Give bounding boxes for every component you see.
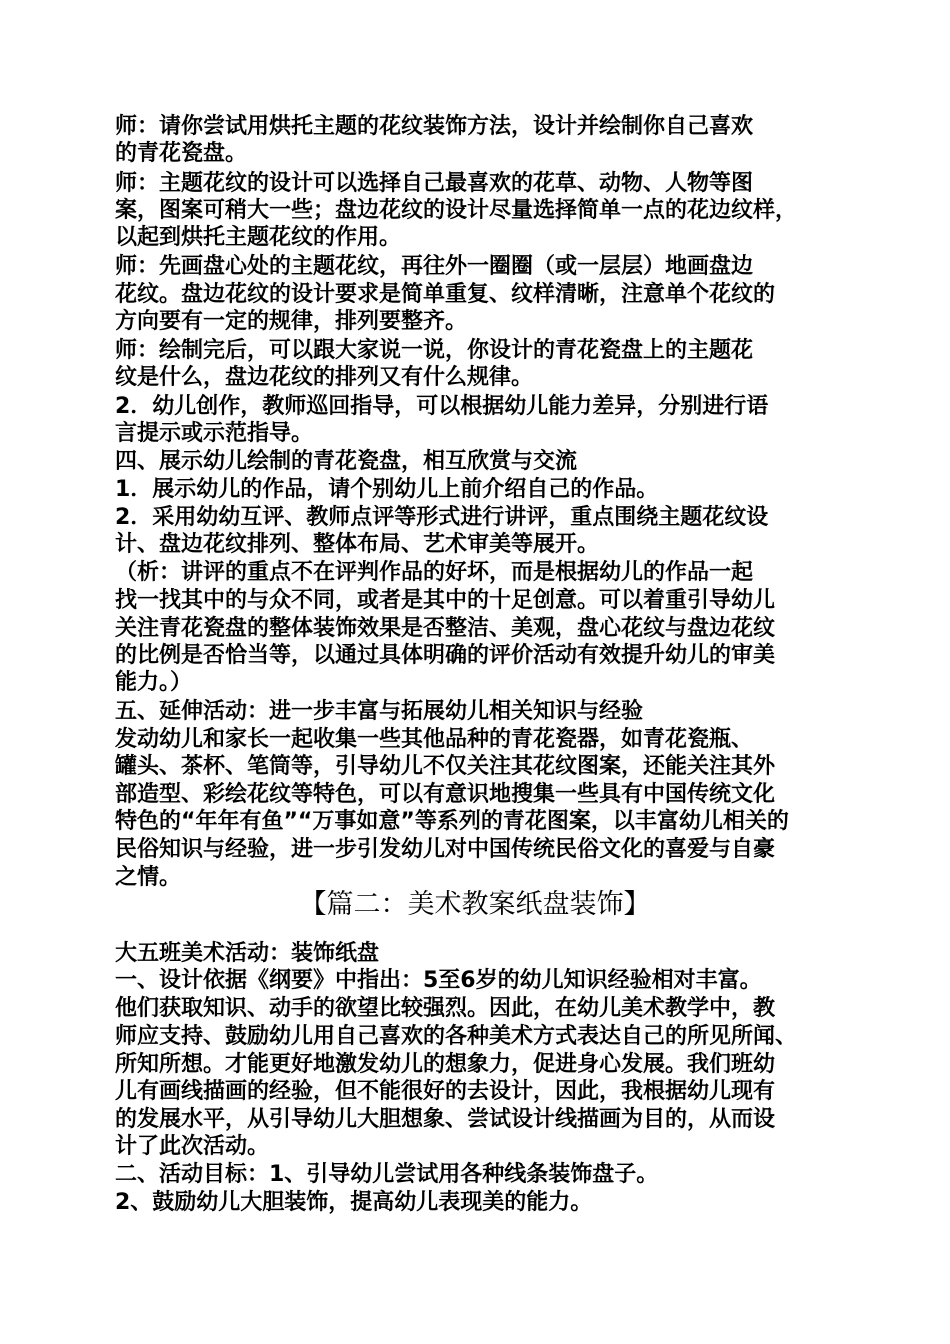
text-line: 之情。 (115, 865, 182, 890)
text-line: 计了此次活动。 (115, 1134, 270, 1159)
text-line: 发动幼儿和家长一起收集一些其他品种的青花瓷器，如青花瓷瓶、 (115, 727, 754, 752)
text-line: 案，图案可稍大一些；盘边花纹的设计尽量选择简单一点的花边纹样， (115, 198, 798, 223)
text-line: 大五班美术活动：装饰纸盘 (115, 941, 380, 966)
text-line: 五、延伸活动：进一步丰富与拓展幼儿相关知识与经验 (115, 699, 644, 724)
text-line: 的发展水平，从引导幼儿大胆想象、尝试设计线描画为目的，从而设 (115, 1107, 776, 1132)
text-line: 纹是什么，盘边花纹的排列又有什么规律。 (115, 365, 534, 390)
text-line: 能力。） (115, 670, 193, 695)
text-line: 师应支持、鼓励幼儿用自己喜欢的各种美术方式表达自己的所见所闻、 (115, 1024, 798, 1049)
text-line: 师：绘制完后，可以跟大家说一说，你设计的青花瓷盘上的主题花 (115, 338, 754, 363)
text-line: 计、盘边花纹排列、整体布局、艺术审美等展开。 (115, 532, 600, 557)
text-line: 罐头、茶杯、笔筒等，引导幼儿不仅关注其花纹图案，还能关注其外 (115, 754, 776, 779)
section-heading: 【篇二：美术教案纸盘装饰】 (299, 889, 651, 920)
text-line: 四、展示幼儿绘制的青花瓷盘，相互欣赏与交流 (115, 449, 578, 474)
text-line: 的比例是否恰当等，以通过具体明确的评价活动有效提升幼儿的审美 (115, 643, 776, 668)
text-line: 所知所想。才能更好地激发幼儿的想象力，促进身心发展。我们班幼 (115, 1052, 776, 1077)
text-line: 二、活动目标：1、引导幼儿尝试用各种线条装饰盘子。 (115, 1162, 659, 1187)
text-line: 部造型、彩绘花纹等特色，可以有意识地搜集一些具有中国传统文化 (115, 782, 776, 807)
text-line: （析：讲评的重点不在评判作品的好坏，而是根据幼儿的作品一起 (115, 560, 754, 585)
text-line: 以起到烘托主题花纹的作用。 (115, 225, 402, 250)
text-line: 儿有画线描画的经验，但不能很好的去设计，因此，我根据幼儿现有 (115, 1079, 776, 1104)
text-line: 的青花瓷盘。 (115, 141, 248, 166)
text-line: 特色的“年年有鱼”“万事如意”等系列的青花图案，以丰富幼儿相关的 (115, 809, 789, 834)
text-line: 师：先画盘心处的主题花纹，再往外一圈圈（或一层层）地画盘边 (115, 254, 754, 279)
text-line: 花纹。盘边花纹的设计要求是简单重复、纹样清晰，注意单个花纹的 (115, 282, 776, 307)
text-line: 找一找其中的与众不同，或者是其中的十足创意。可以着重引导幼儿 (115, 588, 776, 613)
text-line: 2．采用幼幼互评、教师点评等形式进行讲评，重点围绕主题花纹设 (115, 505, 769, 530)
text-line: 关注青花瓷盘的整体装饰效果是否整洁、美观，盘心花纹与盘边花纹 (115, 616, 776, 641)
text-line: 他们获取知识、动手的欲望比较强烈。因此，在幼儿美术教学中，教 (115, 996, 776, 1021)
text-line: 师：请你尝试用烘托主题的花纹装饰方法，设计并绘制你自己喜欢 (115, 114, 754, 139)
text-line: 民俗知识与经验，进一步引发幼儿对中国传统民俗文化的喜爱与自豪 (115, 837, 776, 862)
text-line: 2．幼儿创作，教师巡回指导，可以根据幼儿能力差异，分别进行语 (115, 394, 769, 419)
text-line: 师：主题花纹的设计可以选择自己最喜欢的花草、动物、人物等图 (115, 171, 754, 196)
text-line: 言提示或示范指导。 (115, 421, 314, 446)
text-line: 方向要有一定的规律，排列要整齐。 (115, 309, 468, 334)
text-line: 一、设计依据《纲要》中指出：5至6岁的幼儿知识经验相对丰富。 (115, 968, 762, 993)
text-line: 2、鼓励幼儿大胆装饰，提高幼儿表现美的能力。 (115, 1190, 593, 1215)
text-line: 1．展示幼儿的作品，请个别幼儿上前介绍自己的作品。 (115, 477, 659, 502)
